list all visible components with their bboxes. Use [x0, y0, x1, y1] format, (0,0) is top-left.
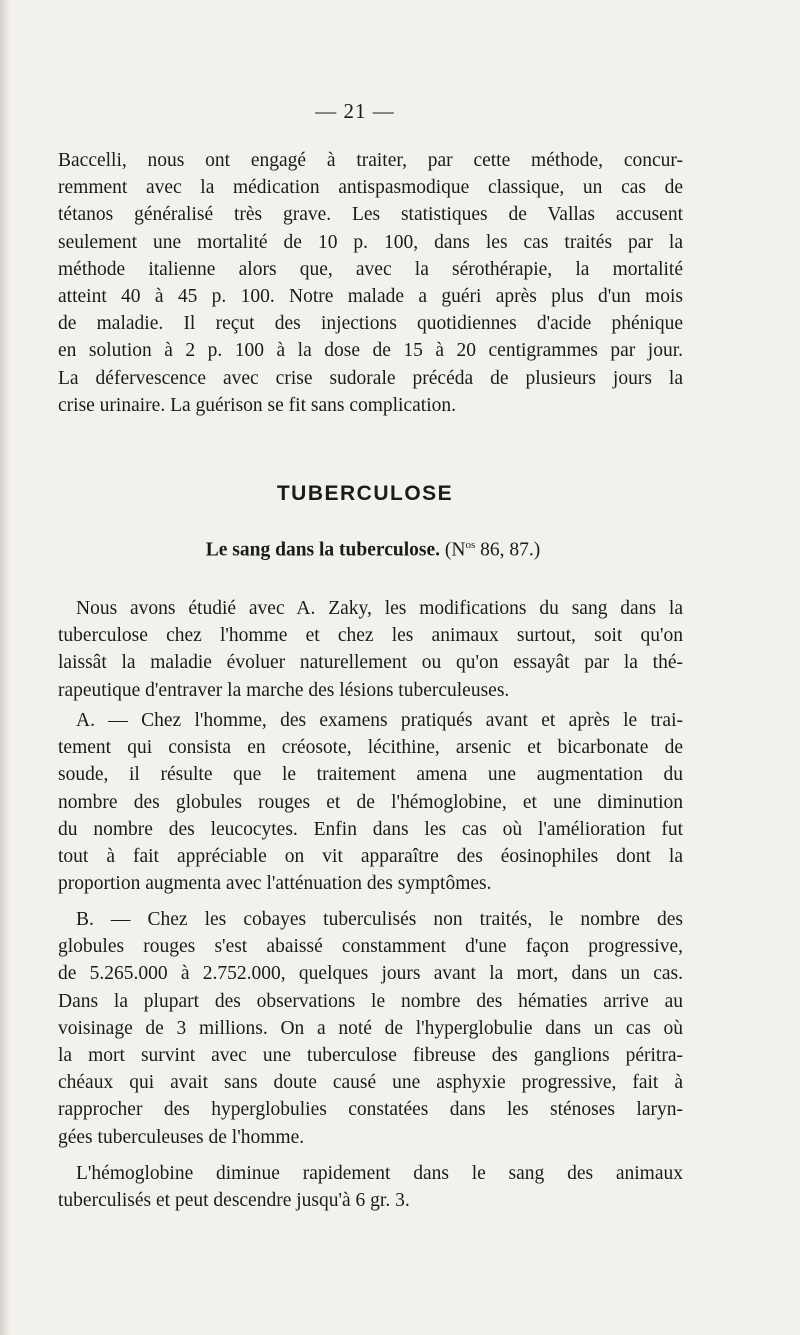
paragraph-hemoglobin: [58, 1160, 683, 1214]
text-line: L'hémoglobine diminue rapidement dans le sang des animaux: [76, 1163, 683, 1184]
paragraph-intro: [58, 595, 683, 704]
text-line: de 5.265.000 à 2.752.000, quelques jours avant la mort, dans un cas.: [58, 963, 683, 985]
reference-superscript: os: [465, 539, 476, 551]
text-line: Nous avons étudié avec A. Zaky, les modifications du sang dans la: [76, 598, 683, 619]
page-number: — 21 —: [315, 99, 395, 123]
text-line: tuberculisés et peut descendre jusqu'à 6 gr. 3.: [58, 1190, 410, 1212]
text-line: rapeutique d'entraver la marche des lésions tuberculeuses.: [58, 679, 510, 701]
text-line: du nombre des leucocytes. Enfin dans les cas où l'amélioration fut: [58, 818, 683, 840]
text-line: de maladie. Il reçut des injections quotidiennes d'acide phénique: [58, 313, 683, 335]
reference-numbers: 86, 87.): [475, 539, 541, 561]
text-line: tement qui consista en créosote, lécithine, arsenic et bicarbonate de: [58, 737, 683, 759]
text-line: soude, il résulte que le traitement amena une augmentation du: [58, 764, 683, 786]
text-line: Dans la plupart des observations le nombre des hématies arrive au: [58, 990, 683, 1012]
text-line: remment avec la médication antispasmodique classique, un cas de: [58, 177, 683, 199]
text-line: laissât la maladie évoluer naturellement ou qu'on essayât par la thé-: [58, 652, 683, 674]
subsection-heading: [0, 539, 746, 562]
page-edge-shadow: [0, 0, 10, 1335]
text-line: en solution à 2 p. 100 à la dose de 15 à 20 centigrammes par jour.: [58, 340, 683, 362]
text-line: proportion augmenta avec l'atténuation des symptômes.: [58, 873, 492, 895]
text-line: chéaux qui avait sans doute causé une asphyxie progressive, fait à: [58, 1072, 683, 1094]
text-line: tuberculose chez l'homme et chez les animaux surtout, soit qu'on: [58, 625, 683, 647]
section-heading: TUBERCULOSE: [276, 482, 454, 505]
text-line: seulement une mortalité de 10 p. 100, dans les cas traités par la: [58, 231, 683, 253]
paragraph-section-a: [58, 707, 683, 897]
text-line: nombre des globules rouges et de l'hémoglobine, et une diminution: [58, 791, 683, 813]
text-line: B. — Chez les cobayes tuberculisés non traités, le nombre des: [76, 909, 683, 930]
text-line: méthode italienne alors que, avec la sérothérapie, la mortalité: [58, 258, 683, 280]
text-line: Baccelli, nous ont engagé à traiter, par cette méthode, concur-: [58, 150, 683, 171]
text-line: la mort survint avec une tuberculose fibreuse des ganglions péritra-: [58, 1044, 683, 1066]
text-line: A. — Chez l'homme, des examens pratiqués avant et après le trai-: [76, 710, 683, 731]
subsection-title: Le sang dans la tuberculose.: [205, 539, 440, 561]
text-line: crise urinaire. La guérison se fit sans complication.: [58, 394, 456, 416]
text-line: atteint 40 à 45 p. 100. Notre malade a guéri après plus d'un mois: [58, 285, 683, 307]
text-line: tout à fait appréciable on vit apparaître des éosinophiles dont la: [58, 845, 683, 867]
paragraph-section-b: [58, 906, 683, 1151]
text-line: rapprocher des hyperglobulies constatées dans les sténoses laryn-: [58, 1099, 683, 1121]
text-line: gées tuberculeuses de l'homme.: [58, 1126, 305, 1148]
text-line: voisinage de 3 millions. On a noté de l'hyperglobulie dans un cas où: [58, 1017, 683, 1039]
paragraph-continuation: [58, 147, 683, 419]
text-line: La défervescence avec crise sudorale précéda de plusieurs jours la: [58, 367, 683, 389]
text-line: globules rouges s'est abaissé constamment d'une façon progressive,: [58, 936, 683, 958]
text-line: tétanos généralisé très grave. Les statistiques de Vallas accusent: [58, 204, 683, 226]
reference-prefix: (N: [444, 539, 466, 561]
